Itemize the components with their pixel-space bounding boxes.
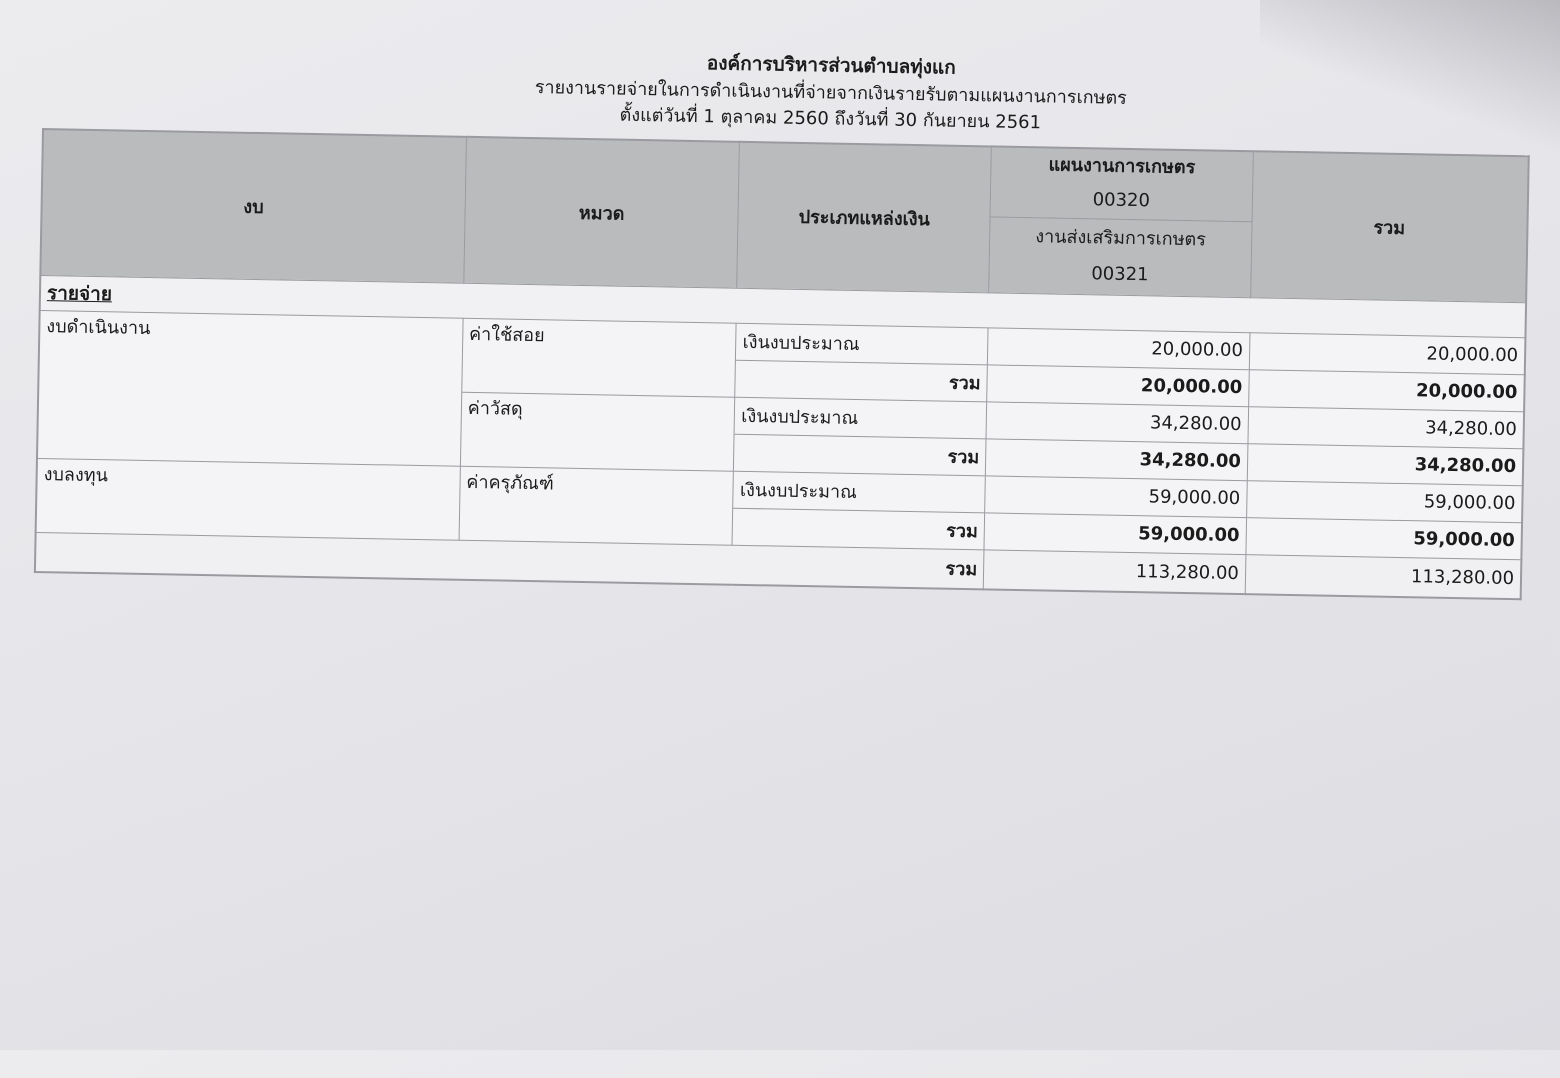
amount-cell: 59,000.00 xyxy=(985,475,1247,517)
header-total: รวม xyxy=(1250,151,1528,302)
organization-name: องค์การบริหารส่วนตำบลทุ่งแก xyxy=(706,52,956,79)
plan-name: แผนงานการเกษตร xyxy=(1048,154,1196,179)
amount-cell: 20,000.00 xyxy=(987,327,1249,369)
subtotal-total: 59,000.00 xyxy=(1246,517,1522,559)
header-work xyxy=(989,216,1252,297)
total-cell: 59,000.00 xyxy=(1246,480,1522,522)
category-cell: ค่าวัสดุ xyxy=(460,392,735,471)
amount-cell: 34,280.00 xyxy=(986,401,1248,443)
category-cell: ค่าใช้สอย xyxy=(462,318,737,397)
subtotal-amount: 34,280.00 xyxy=(985,438,1247,480)
total-cell: 34,280.00 xyxy=(1248,406,1524,448)
source-cell: เงินงบประมาณ xyxy=(736,323,988,365)
subtotal-label: รวม xyxy=(735,360,987,402)
budget-cell: งบดำเนินงาน xyxy=(37,310,463,466)
total-cell: 20,000.00 xyxy=(1249,332,1525,374)
report-title: รายงานรายจ่ายในการดำเนินงานที่จ่ายจากเงินรายรับตามแผนงานการเกษตร xyxy=(534,77,1128,109)
expense-table xyxy=(34,128,1530,600)
report-header xyxy=(330,41,1331,141)
work-code: 00321 xyxy=(1091,263,1149,286)
subtotal-amount: 59,000.00 xyxy=(984,512,1246,554)
subtotal-total: 34,280.00 xyxy=(1247,443,1523,485)
grand-total-label: รวม xyxy=(35,532,984,589)
subtotal-label: รวม xyxy=(732,508,984,550)
work-name: งานส่งเสริมการเกษตร xyxy=(1035,226,1207,251)
source-cell: เงินงบประมาณ xyxy=(733,471,985,513)
plan-code: 00320 xyxy=(1092,189,1151,212)
category-cell: ค่าครุภัณฑ์ xyxy=(459,466,734,545)
grand-total-total: 113,280.00 xyxy=(1245,554,1521,599)
header-budget: งบ xyxy=(40,129,466,283)
section-label: รายจ่าย xyxy=(46,281,113,305)
grand-total-amount: 113,280.00 xyxy=(983,549,1245,593)
subtotal-label: รวม xyxy=(734,434,986,476)
header-source: ประเภทแหล่งเงิน xyxy=(737,142,991,293)
subtotal-total: 20,000.00 xyxy=(1248,369,1524,411)
report-period: ตั้งแต่วันที่ 1 ตุลาคม 2560 ถึงวันที่ 30 กันยายน 2561 xyxy=(619,104,1042,134)
budget-cell: งบลงทุน xyxy=(36,458,461,540)
header-plan xyxy=(990,146,1253,221)
header-category: หมวด xyxy=(464,137,740,288)
subtotal-amount: 20,000.00 xyxy=(987,364,1249,406)
source-cell: เงินงบประมาณ xyxy=(734,397,986,439)
